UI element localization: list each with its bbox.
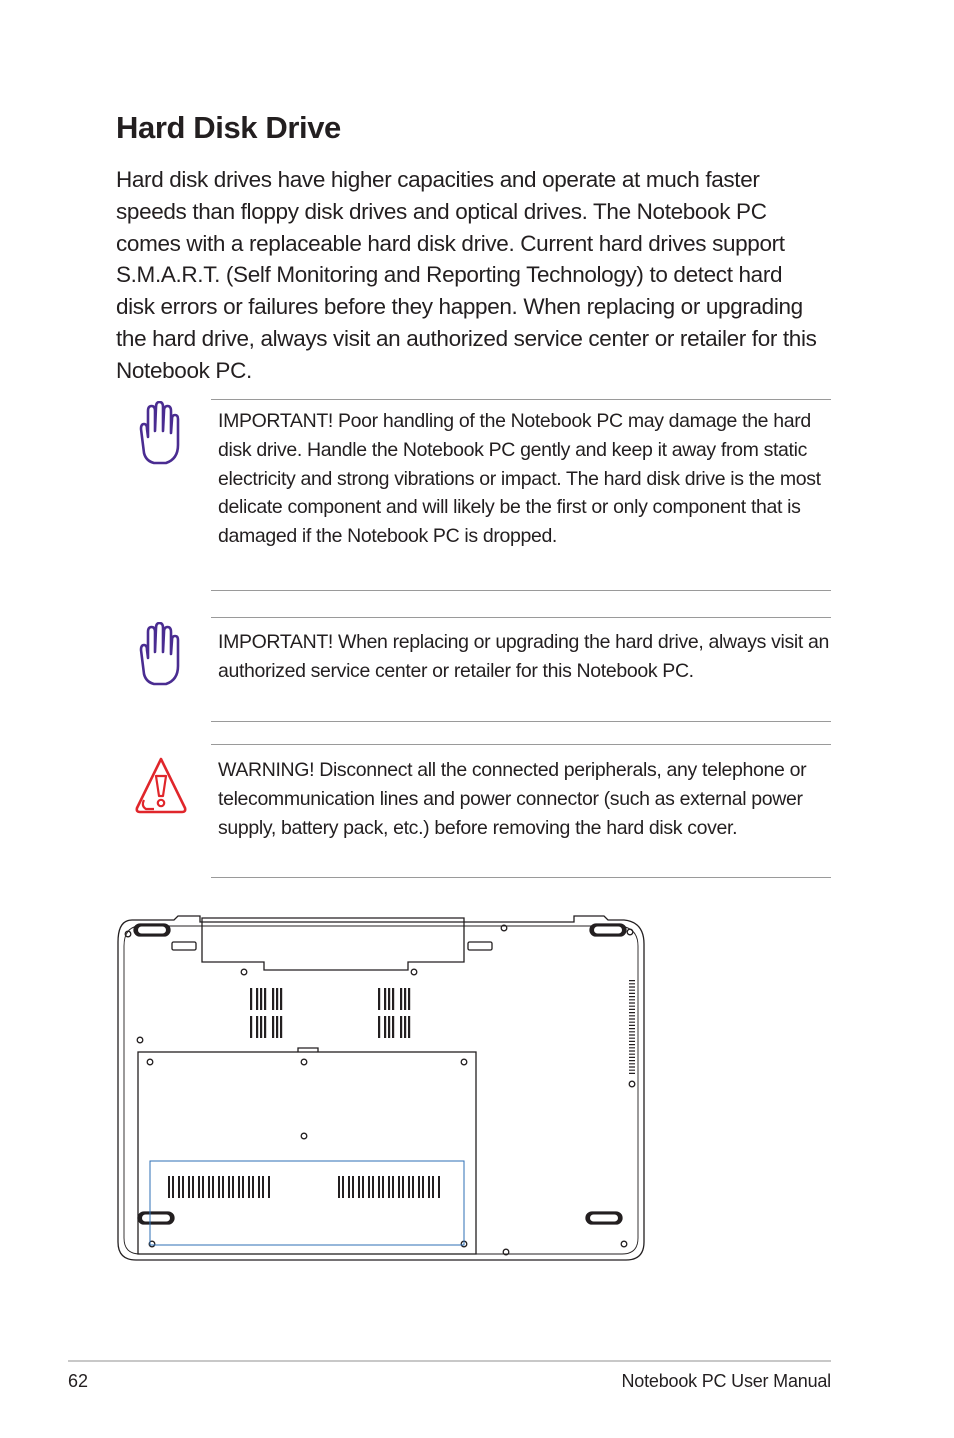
notice-text: IMPORTANT! Poor handling of the Notebook PC may damage the hard disk drive. Handle the Notebook PC gently and keep it away from static electricity and strong vibrations or impact. The hard disk drive is the most delicate component and will likely be the first or only component that is damaged if the Notebook PC is dropped.: [218, 410, 821, 548]
notice-top-rule: [211, 617, 831, 618]
section-title: Hard Disk Drive: [116, 110, 341, 145]
notice-top-rule: [211, 744, 831, 745]
footer-divider: [68, 1360, 831, 1362]
notice-bottom-rule: [211, 721, 831, 722]
notice-text: IMPORTANT! When replacing or upgrading the hard drive, always visit an authorized service center or retailer for this Notebook PC.: [218, 631, 829, 682]
hand-icon: [134, 401, 182, 472]
footer-manual-title: Notebook PC User Manual: [621, 1371, 831, 1391]
intro-paragraph: Hard disk drives have higher capacities and operate at much faster speeds than floppy disk drives and optical drives. The Notebook PC comes with a replaceable hard disk drive. Current hard drives support S.M.A.R.T. (Self Monitoring and Reporting Technology) to detect hard disk errors or failures before they happen. When replacing or upgrading the hard drive, always visit an authorized service center or retailer for this Notebook PC.: [116, 167, 817, 383]
notebook-bottom-illustration: [112, 908, 652, 1273]
notice-bottom-rule: [211, 590, 831, 591]
notice-bottom-rule: [211, 877, 831, 878]
warning-icon: [134, 756, 188, 821]
page-number: 62: [68, 1371, 89, 1391]
hand-icon: [134, 622, 182, 693]
notice-top-rule: [211, 399, 831, 400]
notice-text: WARNING! Disconnect all the connected peripherals, any telephone or telecommunication lines and power connector (such as external power supply, battery pack, etc.) before removing the hard disk cover.: [218, 759, 807, 839]
